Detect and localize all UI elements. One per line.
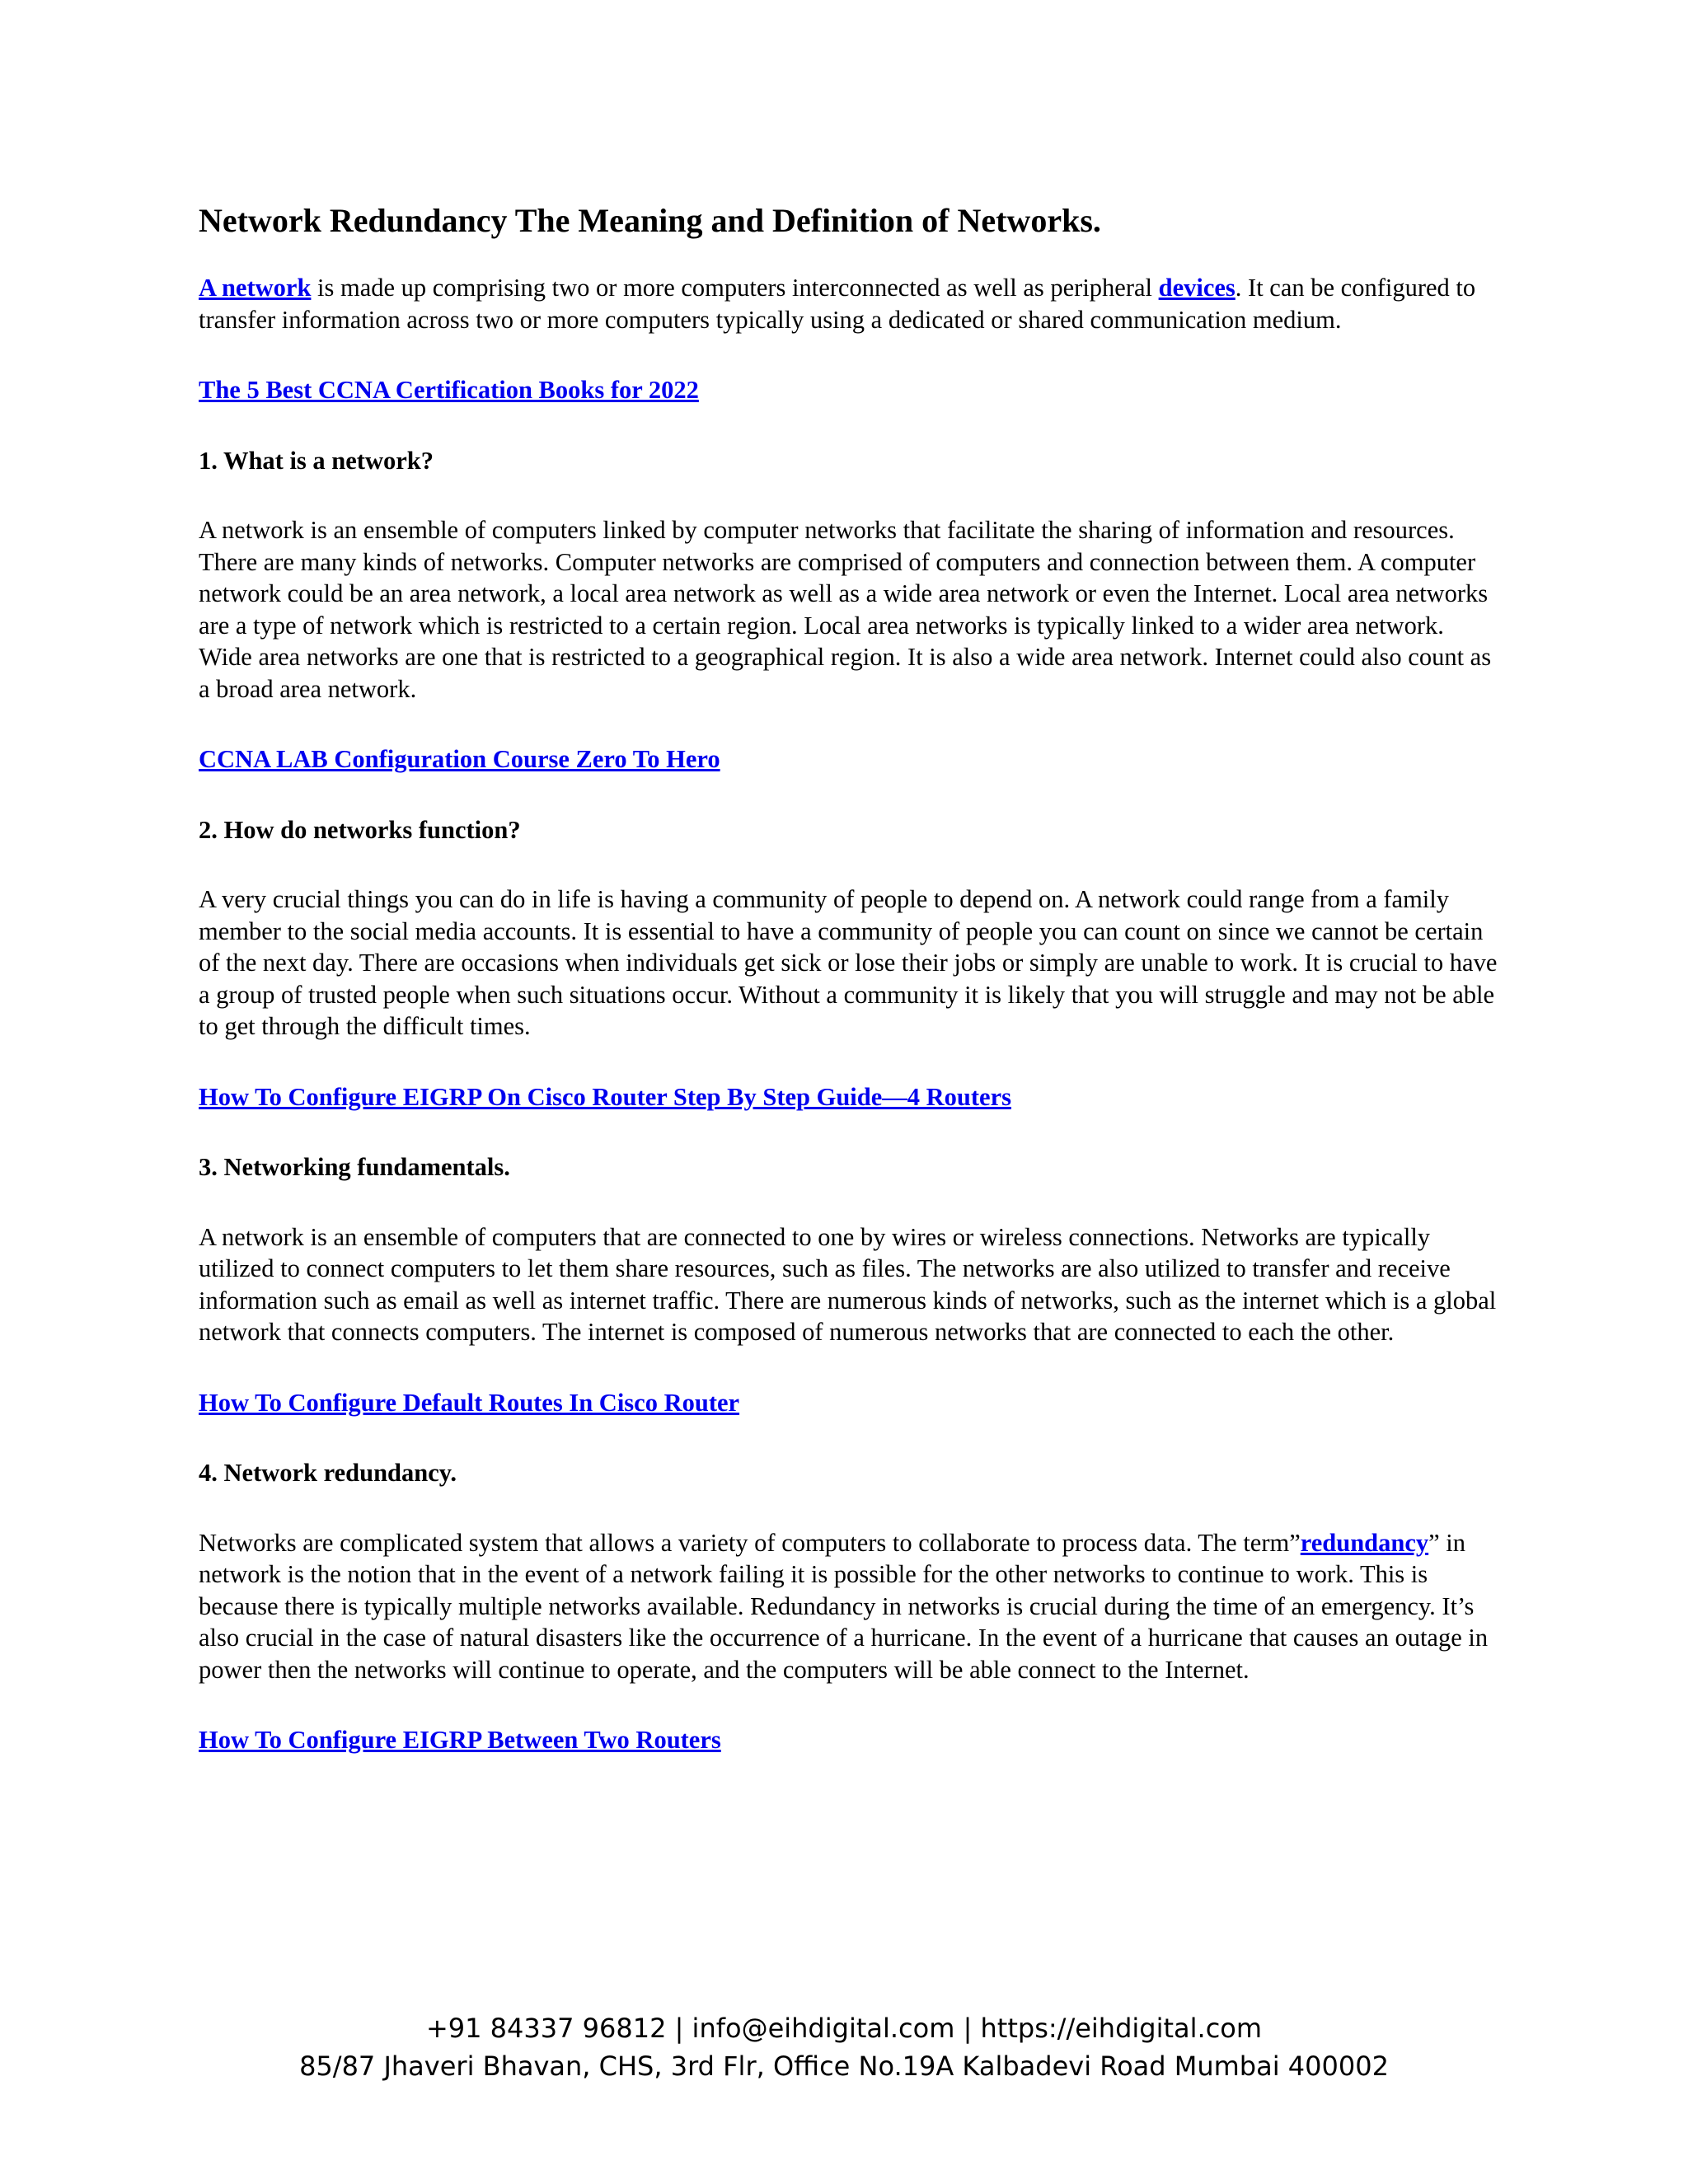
section-body-3: A network is an ensemble of computers that are connected to one by wires or wireless connections. Networks are typically utilized to connect computers to let them share resources, such as files. The networks are also utilized to transfer and receive information such as email as well as internet traffic. There are numerous kinds of networks, such as the internet which is a global network that connects computers. The internet is composed of numerous networks that are connected to each the other. — [199, 1222, 1497, 1346]
ccna-lab-course-link[interactable]: CCNA LAB Configuration Course Zero To Hero — [199, 745, 720, 773]
redundancy-link[interactable]: redundancy — [1300, 1528, 1429, 1557]
section-heading-3: 3. Networking fundamentals. — [199, 1153, 510, 1181]
section-body-1: A network is an ensemble of computers linked by computer networks that facilitate the sharing of information and resources. There are many kinds of networks. Computer networks are comprised of computers and connection between them. A computer network could be an area network, a local area network as well as a wide area network or even the Internet. Local area networks are a type of network which is restricted to a certain region. Local area networks is typically linked to a wider area network. Wide area networks are one that is restricted to a geographical region. It is also a wide area network. Internet could also count as a broad area network. — [199, 516, 1492, 703]
document-page — [199, 196, 1501, 1756]
footer-contact-line: +91 84337 96812 | info@eihdigital.com | https://eihdigital.com — [425, 2013, 1263, 2044]
section-heading-1: 1. What is a network? — [199, 446, 434, 475]
page-title: Network Redundancy The Meaning and Definition of Networks. — [199, 202, 1101, 239]
footer-address-line: 85/87 Jhaveri Bhavan, CHS, 3rd Flr, Office No.19A Kalbadevi Road Mumbai 400002 — [299, 2050, 1389, 2082]
eigrp-two-routers-link[interactable]: How To Configure EIGRP Between Two Routers — [199, 1726, 721, 1754]
section-body-4-text-2: ” in network is the notion that in the event of a network failing it is possible for the other networks to continue to work. This is because there is typically multiple networks available. Redundancy in networks is crucial during the time of an emergency. It’s also crucial in the case of natural disasters like the occurrence of a hurricane. In the event of a hurricane that causes an outage in power then the networks will continue to operate, and the computers will be able connect to the Internet. — [199, 1528, 1489, 1684]
eigrp-4-routers-link[interactable]: How To Configure EIGRP On Cisco Router Step By Step Guide—4 Routers — [199, 1082, 1011, 1111]
section-body-4-text-1: Networks are complicated system that allows a variety of computers to collaborate to process data. The term” — [199, 1528, 1301, 1557]
section-heading-2: 2. How do networks function? — [199, 815, 521, 844]
related-link-paragraph — [199, 1387, 1501, 1419]
section-heading-4: 4. Network redundancy. — [199, 1459, 457, 1487]
default-routes-link[interactable]: How To Configure Default Routes In Cisco Router — [199, 1388, 740, 1417]
section-body-4 — [199, 1527, 1501, 1686]
network-link[interactable]: A network — [199, 274, 312, 302]
intro-text-2: . It can be configured to transfer information across two or more computers typically using a dedicated or shared communication medium. — [199, 274, 1476, 334]
intro-text-1: is made up comprising two or more computers interconnected as well as peripheral — [311, 274, 1159, 302]
related-link-paragraph — [199, 1081, 1501, 1113]
ccna-books-link[interactable]: The 5 Best CCNA Certification Books for 2022 — [199, 376, 699, 404]
section-body-2: A very crucial things you can do in life is having a community of people to depend on. A network could range from a family member to the social media accounts. It is essential to have a community of people you can count on since we cannot be certain of the next day. There are occasions when individuals get sick or lose their jobs or simply are unable to work. It is crucial to have a group of trusted people when such situations occur. Without a community it is likely that you will struggle and may not be able to get through the difficult times. — [199, 885, 1498, 1040]
related-link-paragraph — [199, 374, 1501, 406]
intro-paragraph — [199, 272, 1501, 335]
related-link-paragraph — [199, 743, 1501, 776]
related-link-paragraph — [199, 1724, 1501, 1756]
devices-link[interactable]: devices — [1158, 274, 1236, 302]
